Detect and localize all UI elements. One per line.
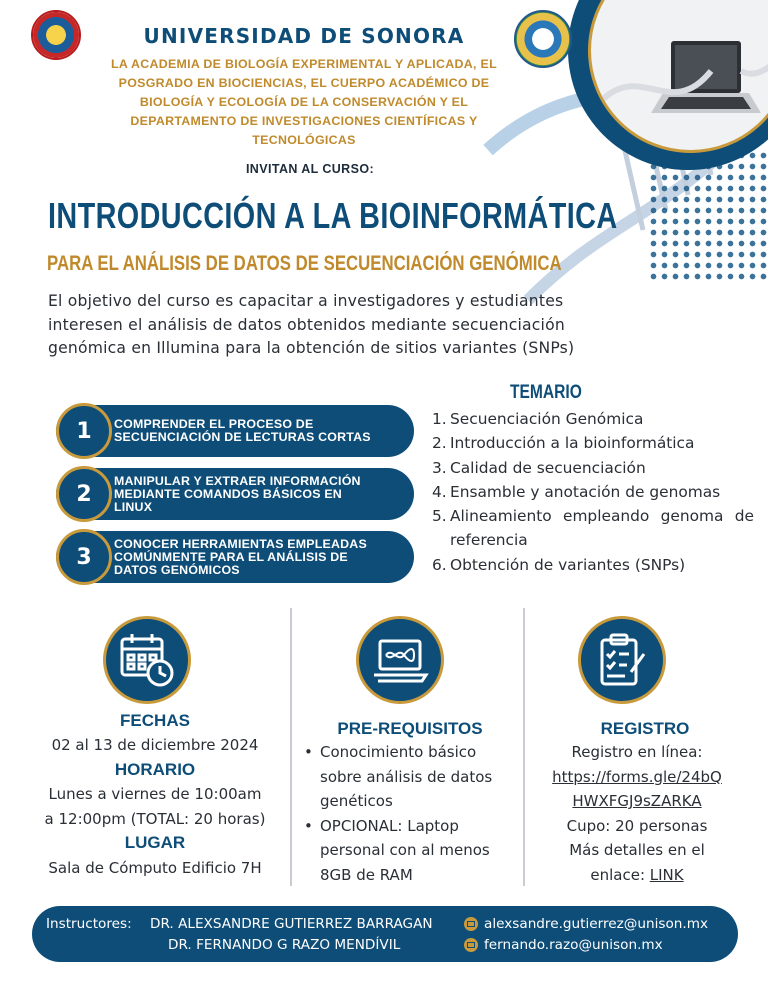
registration-link[interactable]: https://forms.gle/24bQ HWXFGJ9sZARKA — [552, 767, 722, 810]
objective-item — [56, 468, 414, 520]
invitation-label: INVITAN AL CURSO: — [245, 162, 375, 176]
objective-text: CONOCER HERRAMIENTAS EMPLEADAS COMÚNMENTE PARA EL ANÁLISIS DE DATOS GENÓMICOS — [114, 536, 367, 577]
list-item: 5. Alineamiento empleando genoma de referencia — [432, 507, 754, 550]
objective-item — [56, 405, 414, 457]
registro-heading: REGISTRO — [600, 719, 690, 738]
organizers-text: LA ACADEMIA DE BIOLOGÍA EXPERIMENTAL Y APLICADA, EL POSGRADO EN BIOCIENCIAS, EL CUERPO ACADÉMICO DE BIOLOGÍA Y ECOLOGÍA DE LA CONSERVACIÓN Y EL DEPARTAMENTO DE INVESTIGACIONES CIENTÍFICAS Y TECNOLÓGICAS — [111, 57, 497, 147]
laptop-dna-icon — [356, 616, 444, 704]
fechas-heading: FECHAS — [120, 711, 190, 730]
instructor-name: DR. ALEXSANDRE GUTIERREZ BARRAGAN — [150, 916, 433, 932]
prerequisitos-heading: PRE-REQUISITOS — [337, 719, 483, 738]
decorative-graphic — [468, 0, 768, 330]
instructors-label: Instructores: — [46, 916, 132, 932]
temario-list — [432, 407, 754, 577]
fechas-details: 02 al 13 de diciembre 2024 HORARIO Lunes a viernes de 10:00am a 12:00pm (TOTAL: 20 horas) LUGAR Sala de Cómputo Edificio 7H — [20, 733, 290, 880]
list-item: 4. Ensamble y anotación de genomas — [432, 482, 721, 501]
objective-number: 3 — [56, 529, 112, 585]
divider — [523, 608, 525, 886]
horario-heading: HORARIO — [114, 759, 196, 779]
list-item: • Conocimiento básico sobre análisis de datos genéticos — [302, 740, 512, 814]
list-item: 2. Introducción a la bioinformática — [432, 434, 695, 453]
mail-icon — [464, 938, 478, 952]
dot-pattern — [648, 150, 768, 280]
objective-number: 2 — [56, 466, 112, 522]
list-item: 3. Calidad de secuenciación — [432, 458, 646, 477]
instructors-footer — [32, 906, 738, 962]
university-title: UNIVERSIDAD DE SONORA — [143, 24, 465, 48]
list-item: 6. Obtención de variantes (SNPs) — [432, 555, 686, 574]
temario-heading: TEMARIO — [510, 382, 582, 403]
list-item: • OPCIONAL: Laptop personal con al menos 8GB de RAM — [302, 814, 512, 888]
course-title: INTRODUCCIÓN A LA BIOINFORMÁTICA — [48, 195, 618, 236]
objective-number: 1 — [56, 403, 112, 459]
course-subtitle: PARA EL ANÁLISIS DE DATOS DE SECUENCIACIÓN GENÓMICA — [47, 252, 562, 275]
divider — [290, 608, 292, 886]
clipboard-checklist-icon — [578, 616, 666, 704]
list-item: 1. Secuenciación Genómica — [432, 410, 644, 428]
unison-logo — [31, 10, 81, 60]
objective-text: COMPRENDER EL PROCESO DE SECUENCIACIÓN DE LECTURAS CORTAS — [114, 417, 371, 444]
email-contact[interactable]: fernando.razo@unison.mx — [464, 937, 663, 953]
lugar-heading: LUGAR — [124, 833, 186, 852]
details-link[interactable]: LINK — [649, 865, 684, 884]
registro-details: Registro en línea: https://forms.gle/24bQ HWXFGJ9sZARKA Cupo: 20 personas Más detalles en el enlace: LINK — [530, 740, 744, 887]
mail-icon — [464, 917, 478, 931]
email-contact[interactable]: alexsandre.gutierrez@unison.mx — [464, 916, 708, 932]
prerequisitos-list — [302, 740, 512, 887]
objective-item — [56, 531, 414, 583]
calendar-clock-icon — [103, 616, 191, 704]
course-objective: El objetivo del curso es capacitar a investigadores y estudiantes interesen el análisis de datos obtenidos mediante secuenciación genómica en Illumina para la obtención de sitios variantes (SNPs) — [48, 292, 575, 357]
instructor-name: DR. FERNANDO G RAZO MENDÍVIL — [168, 937, 401, 953]
objective-text: MANIPULAR Y EXTRAER INFORMACIÓN MEDIANTE COMANDOS BÁSICOS EN LINUX — [114, 473, 361, 514]
